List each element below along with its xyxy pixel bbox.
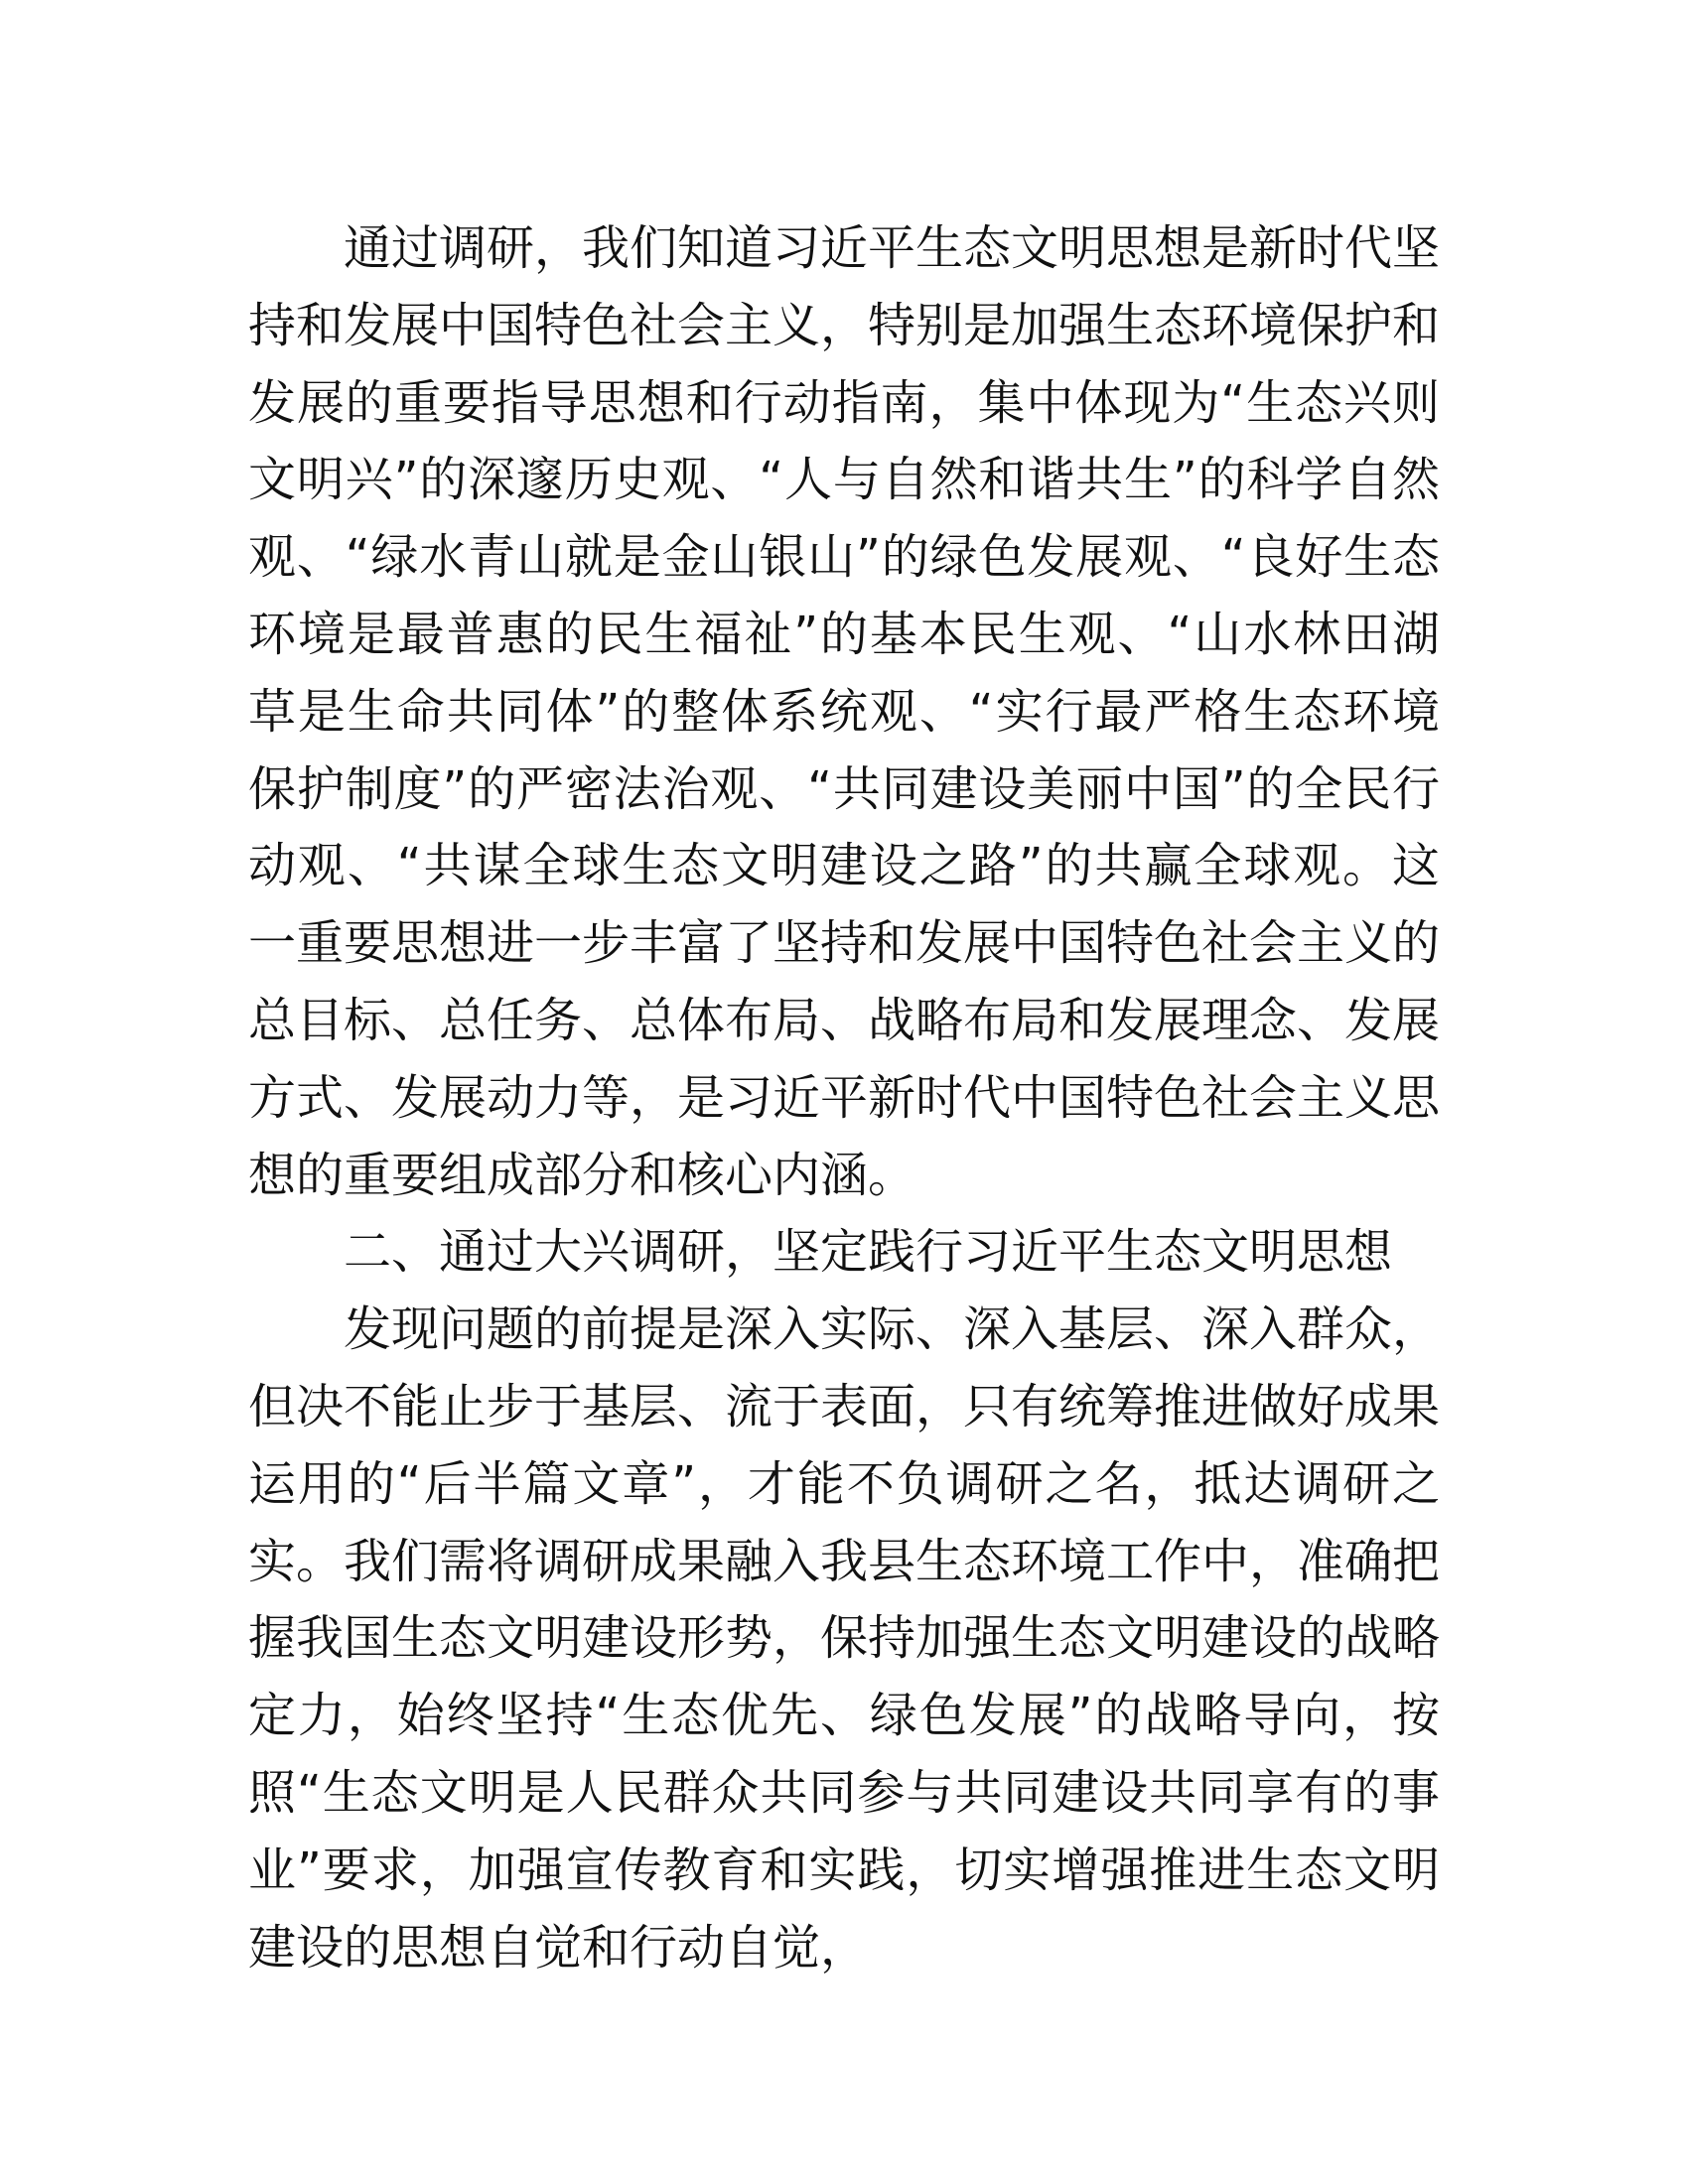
paragraph-research-application: 发现问题的前提是深入实际、深入基层、深入群众，但决不能止步于基层、流于表面，只有统筹推进做好成果运用的“后半篇文章”，才能不负调研之名，抵达调研之实。我们需将调研成果融入我县生态环境工作中，准确把握我国生态文明建设形势，保持加强生态文明建设的战略定力，始终坚持“生态优先、绿色发展”的战略导向，按照“生态文明是人民群众共同参与共同建设共同享有的事业”要求，加强宣传教育和实践，切实增强推进生态文明建设的思想自觉和行动自觉， bbox=[248, 1301, 1441, 1976]
paragraph-ecological-thought: 通过调研，我们知道习近平生态文明思想是新时代坚持和发展中国特色社会主义，特别是加强生态环境保护和发展的重要指导思想和行动指南，集中体现为“生态兴则文明兴”的深邃历史观、“人与自然和谐共生”的科学自然观、“绿水青山就是金山银山”的绿色发展观、“良好生态环境是最普惠的民生福祉”的基本民生观、“山水林田湖草是生命共同体”的整体系统观、“实行最严格生态环境保护制度”的严密法治观、“共同建设美丽中国”的全民行动观、“共谋全球生态文明建设之路”的共赢全球观。这一重要思想进一步丰富了坚持和发展中国特色社会主义的总目标、总任务、总体布局、战略布局和发展理念、发展方式、发展动力等，是习近平新时代中国特色社会主义思想的重要组成部分和核心内涵。 bbox=[248, 220, 1441, 1203]
section-heading: 二、通过大兴调研，坚定践行习近平生态文明思想 bbox=[344, 1224, 1393, 1281]
document-body bbox=[248, 210, 1440, 1986]
